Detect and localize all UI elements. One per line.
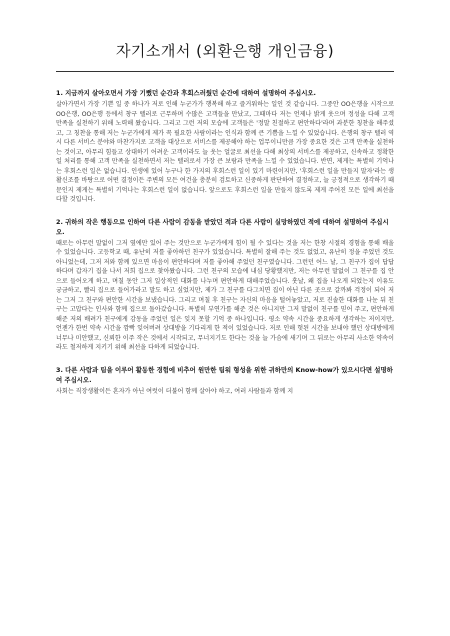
question-2: 2. 귀하의 작은 행동으로 인하여 다른 사람이 감동을 받았던 적과 다른 사람이 실망하였던 적에 대하여 설명하여 주십시오. [56, 217, 389, 236]
answer-1: 살아가면서 가장 기쁜 일 중 하나가 저로 인해 누군가가 행복해 하고 즐거워하는 일인 것 같습니다. 그중안 OO은행을 시작으로 OO은행, OO은행 등에서 창구 텔러로 근무하며 수많은 고객들을 만났고, 그때마다 저는 언제나 밝게 웃으며 정성을 다해 고객 만족을 실천하기 위해 노력해 왔습니다. 그리고 그런 저의 모습에 고객들은 '정말 친절하고 편안하다'라며 과분한 칭찬을 해주셨고, 그 칭찬을 통해 저는 누군가에게 제가 꼭 필요한 사람이라는 인식과 함께 큰 기쁨을 느낄 수 있었습니다. 은행의 창구 텔러 역시 다른 서비스 분야와 마찬가지로 고객을 대상으로 서비스를 제공해야 하는 업무이니만큼 가장 중요한 것은 고객 만족을 실천하는 것이고, 아무리 힘들고 상대하기 어려운 고객이라도 늘 웃는 얼굴로 최선을 다해 최상의 서비스를 제공하고, 신속하고 정확한 일 처리를 통해 고객 만족을 실천하면서 저는 텔러로서 가장 큰 보람과 만족을 느낄 수 있었습니다. 반면, 제게는 특별히 기억나는 후회스런 일은 없습니다. 인생에 있어 누구나 한 가지의 후회스런 일이 있기 마련이지만, '후회스런 일을 만들지 말자'라는 생활신조를 바탕으로 어떤 결정이든 주변의 모든 여건을 충분히 검토하고 신중하게 판단하여 결정하고, 늘 긍정적으로 생각하기 때문인지 제게는 특별히 기억나는 후회스런 일이 없습니다. 앞으로도 후회스런 일을 만들지 않도록 제게 주어진 모든 일에 최선을 다할 것입니다. [56, 101, 394, 203]
section-2 [56, 217, 394, 353]
question-1: 1. 지금까지 살아오면서 가장 기뻤던 순간과 후회스러웠던 순간에 대하여 설명하여 주십시오. [56, 89, 316, 97]
answer-3: 사회는 직장생활이든 혼자가 아닌 여럿이 더불어 함께 살아야 하고, 여러 사람들과 함께 지 [56, 387, 294, 395]
section-1 [56, 88, 394, 205]
section-3 [56, 365, 394, 397]
question-3: 3. 다른 사람과 팀을 이루어 활동한 경험에 비추어 원만한 팀워 형성을 위한 귀하만의 Know-how가 있으시다면 설명하여 주십시오. [56, 365, 393, 384]
document-title: 자기소개서 (외환은행 개인금융) [115, 42, 335, 60]
title-divider [56, 71, 394, 72]
answer-2: 때로는 아무런 말없이 그저 옆에만 있어 주는 것만으로 누군가에게 힘이 될 수 있다는 것을 저는 한창 시절의 경험을 통해 배울 수 있었습니다. 고등학교 때, 유난히 저를 좋아하던 친구가 있었습니다. 특별히 잘해 주는 것도 없었고, 유난히 정을 주었던 것도 아니었는데, 그저 저와 함께 있으면 마음이 편안하다며 저를 좋아해 주었던 친구였습니다. 그런던 어느 날, 그 친구가 집이 답답하다며 갑자기 집을 나서 저희 집으로 찾아왔습니다. 그런 친구의 모습에 내심 당황했지만, 저는 아무런 말없이 그 친구를 집 안으로 들어오게 하고, 며칠 동안 그저 일상적인 대화를 나누며 편안하게 대해주었습니다. 훗날, 왜 집을 나오게 되었는지 이유도 궁금하고, 빨리 집으로 들어가라고 말도 하고 싶었지만, 제가 그 친구를 다그치면 집이 아닌 다른 곳으로 갈까봐 걱정이 되어 저는 그저 그 친구와 편안한 시간을 보냈습니다. 그리고 며칠 후 친구는 자신의 마음을 털어놓았고, 저로 진솔한 대화를 나눈 뒤 친구는 고맙다는 인사와 함께 집으로 돌아갔습니다. 특별히 부연가를 해준 것은 아니지만 그저 말없이 친구를 믿어 주고, 편안하게 해준 저의 배려가 친구에게 감동을 주었던 일은 잊지 못할 기억 중 하나입니다. 평소 약속 시간을 중요하게 생각하는 저이지만, 언젠가 한번 약속 시간을 깜빡 잊어버려 상대방을 기다리게 한 적이 있었습니다. 저로 인해 헛된 시간을 보내야 했던 상대방에게 너무나 미안했고, 신뢰한 이주 작은 것에서 시작되고, 무너지기도 한다는 것을 늘 가슴에 새기며 그 뒤로는 아무리 사소한 약속이라도 철저하게 지키기 위해 최선을 다하게 되었습니다. [56, 239, 394, 351]
